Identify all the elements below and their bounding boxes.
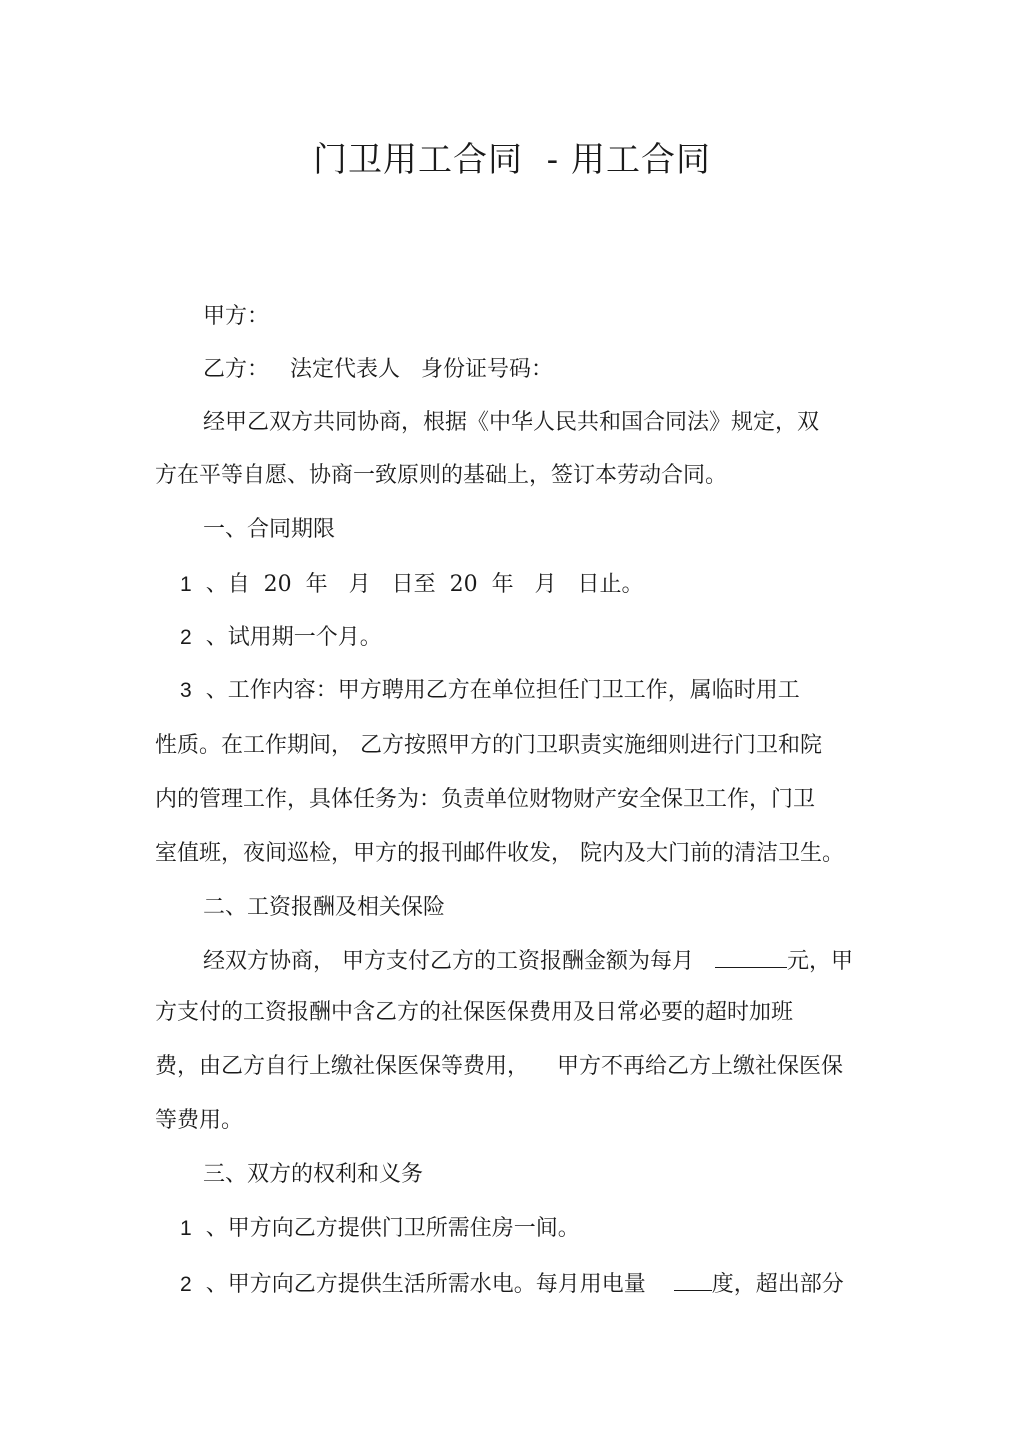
- item-text: 、甲方向乙方提供门卫所需住房一间。: [205, 1216, 580, 1241]
- item-text-continued: 度，超出部分: [711, 1272, 844, 1297]
- section-1-heading: 一、合同期限: [203, 517, 336, 542]
- salary-text: 经双方协商， 甲方支付乙方的工资报酬金额为每月: [203, 949, 694, 974]
- preamble-line-2: 方在平等自愿、协商一致原则的基础上，签订本劳动合同。: [155, 463, 728, 488]
- item-text: 、试用期一个月。: [205, 625, 382, 650]
- item-number: 1: [180, 1217, 192, 1240]
- section-1-item-2: [180, 623, 382, 653]
- section-2-line-4: 等费用。: [155, 1108, 244, 1133]
- section-3-heading: 三、双方的权利和义务: [203, 1162, 424, 1187]
- section-2-line-3: 费，由乙方自行上缴社保医保等费用， 甲方不再给乙方上缴社保医保: [155, 1054, 843, 1079]
- section-1-item-3-line-2: 性质。在工作期间， 乙方按照甲方的门卫职责实施细则进行门卫和院: [155, 733, 822, 758]
- section-3-item-2: [180, 1268, 844, 1300]
- document-title: 门卫用工合同 - 用工合同: [313, 140, 711, 180]
- salary-amount-blank: [715, 945, 787, 968]
- section-2-line-2: 方支付的工资报酬中含乙方的社保医保费用及日常必要的超时加班: [155, 1000, 794, 1025]
- section-1-item-1: [180, 570, 644, 600]
- item-number: 2: [180, 626, 192, 649]
- party-a-line: 甲方：: [203, 304, 270, 329]
- item-number: 2: [180, 1273, 192, 1296]
- item-text: 、自 20 年 月 日至 20 年 月 日止。: [205, 572, 644, 597]
- electricity-amount-blank: [674, 1268, 712, 1291]
- section-1-item-3-line-3: 内的管理工作，具体任务为：负责单位财物财产安全保卫工作，门卫: [155, 787, 816, 812]
- item-number: 3: [180, 679, 192, 702]
- item-text: 、甲方向乙方提供生活所需水电。每月用电量: [205, 1272, 646, 1297]
- item-text: 、工作内容：甲方聘用乙方在单位担任门卫工作，属临时用工: [205, 678, 800, 703]
- section-1-item-3: [180, 676, 800, 706]
- section-3-item-1: [180, 1214, 580, 1244]
- section-2-line-1: [203, 945, 853, 977]
- salary-unit-text: 元，甲: [786, 949, 853, 974]
- party-b-line: 乙方： 法定代表人 身份证号码：: [203, 357, 553, 382]
- section-1-item-3-line-4: 室值班，夜间巡检，甲方的报刊邮件收发， 院内及大门前的清洁卫生。: [155, 841, 844, 866]
- item-number: 1: [180, 573, 192, 596]
- section-2-heading: 二、工资报酬及相关保险: [203, 895, 446, 920]
- preamble-line-1: 经甲乙双方共同协商，根据《中华人民共和国合同法》规定，双: [203, 410, 820, 435]
